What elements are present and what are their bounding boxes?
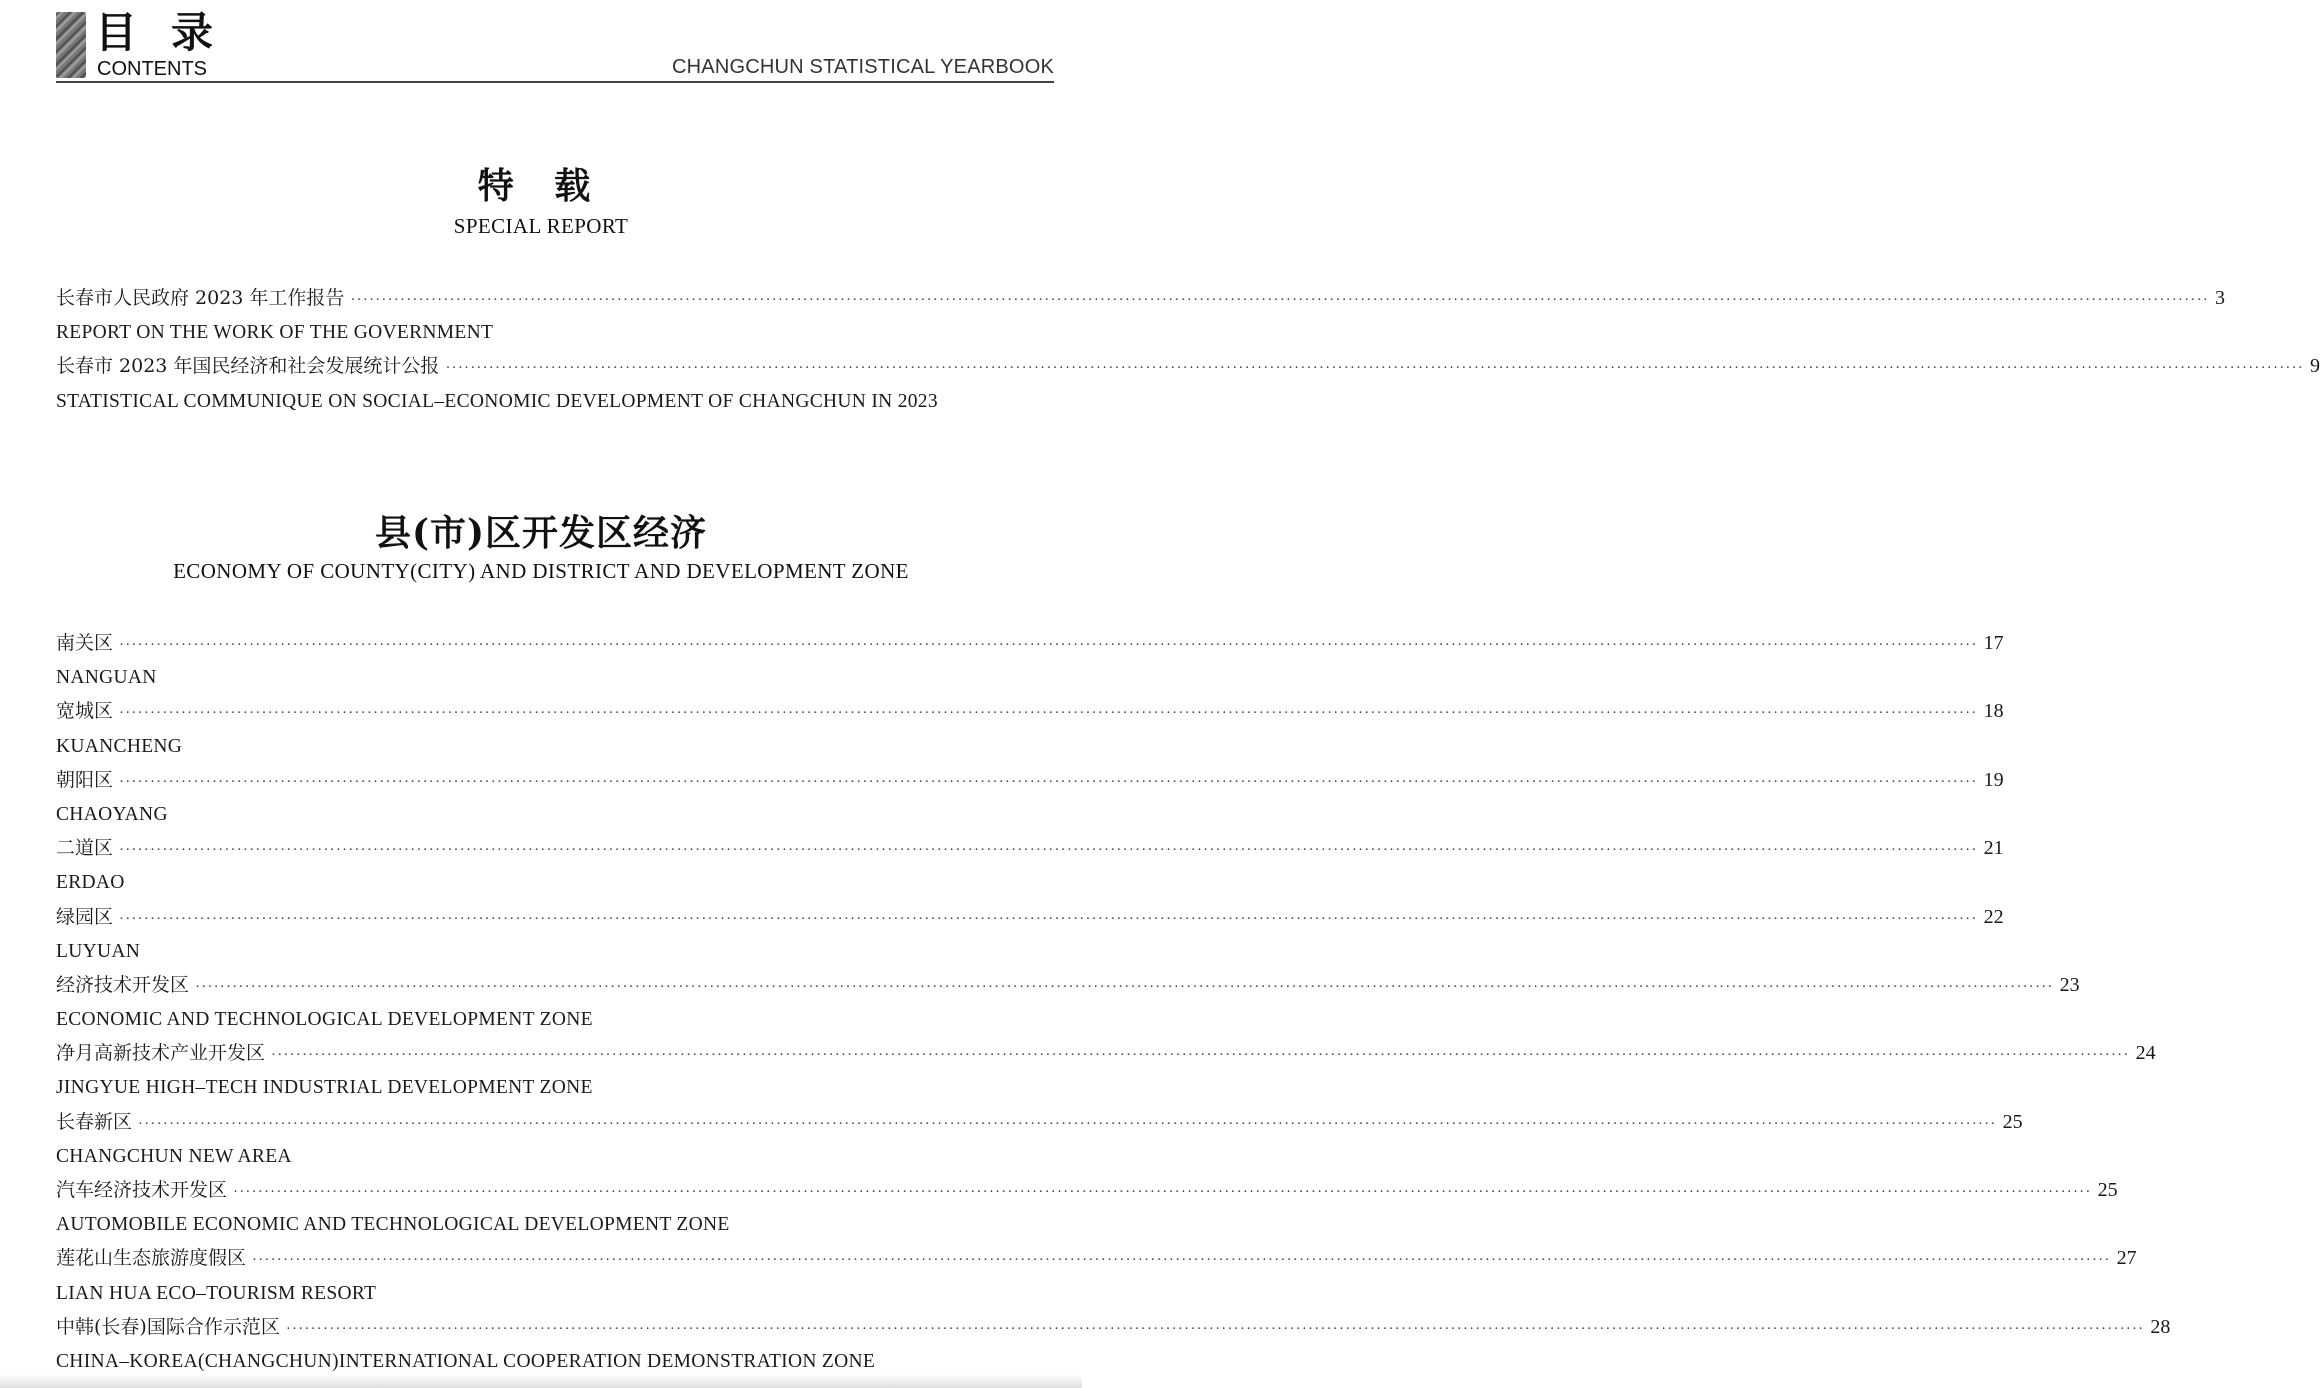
toc-entry-title-en: KUANCHENG bbox=[56, 735, 183, 757]
leader-dots: ············································································································································································································································································································ bbox=[445, 360, 2304, 377]
toc-entry-title-cn: 宽城区 bbox=[56, 700, 114, 723]
toc-list-special-report bbox=[56, 281, 2320, 418]
toc-entry-page: 27 bbox=[2116, 1247, 2137, 1270]
toc-entry-title-cn: 净月高新技术产业开发区 bbox=[56, 1042, 266, 1065]
toc-entry-title-cn: 二道区 bbox=[56, 837, 114, 860]
toc-entry-title-cn: 绿园区 bbox=[56, 905, 114, 928]
header-title-cn: 目录 bbox=[95, 8, 248, 57]
toc-entry-title-en: JINGYUE HIGH–TECH INDUSTRIAL DEVELOPMENT ZONE bbox=[56, 1077, 593, 1099]
toc-entry-page: 19 bbox=[1983, 768, 2004, 791]
header-divider bbox=[56, 81, 1054, 83]
page-header bbox=[0, 0, 1082, 84]
toc-entry-title-en: LUYUAN bbox=[56, 940, 141, 962]
toc-entry-page: 21 bbox=[1983, 837, 2004, 860]
toc-entry[interactable] bbox=[56, 281, 2225, 315]
leader-dots: ············································································································································································································································································································ bbox=[271, 1047, 2130, 1064]
toc-entry-page: 22 bbox=[1983, 905, 2004, 928]
toc-entry-page: 18 bbox=[1983, 700, 2004, 723]
toc-entry-title-en: CHINA–KOREA(CHANGCHUN)INTERNATIONAL COOPERATION DEMONSTRATION ZONE bbox=[56, 1350, 876, 1372]
toc-entry-title-en: CHANGCHUN NEW AREA bbox=[56, 1145, 292, 1167]
toc-entry[interactable] bbox=[56, 900, 2004, 934]
toc-entry-en bbox=[56, 865, 1053, 899]
toc-entry-title-en: NANGUAN bbox=[56, 667, 157, 689]
decorative-logo-icon bbox=[56, 12, 86, 78]
leader-dots: ············································································································································································································································································································ bbox=[285, 1320, 2145, 1337]
toc-entry-title-cn: 经济技术开发区 bbox=[56, 973, 190, 996]
toc-entry-title-en: STATISTICAL COMMUNIQUE ON SOCIAL–ECONOMIC DEVELOPMENT OF CHANGCHUN IN 2023 bbox=[56, 390, 938, 412]
toc-entry[interactable] bbox=[56, 968, 2080, 1002]
toc-entry[interactable] bbox=[56, 1241, 2137, 1275]
toc-entry-title-cn: 长春市人民政府 2023 年工作报告 bbox=[56, 287, 345, 309]
toc-entry-en bbox=[56, 1344, 1053, 1378]
toc-entry-en bbox=[56, 797, 1053, 831]
section-subtitle-special-report: SPECIAL REPORT bbox=[453, 214, 629, 238]
toc-entry[interactable] bbox=[56, 1036, 2156, 1070]
toc-entry-en bbox=[56, 384, 1053, 418]
toc-entry[interactable] bbox=[56, 626, 2004, 660]
leader-dots: ············································································································································································································································································································ bbox=[119, 842, 1978, 859]
book-title: CHANGCHUN STATISTICAL YEARBOOK bbox=[672, 56, 1054, 78]
toc-entry-title-en: REPORT ON THE WORK OF THE GOVERNMENT bbox=[56, 322, 494, 344]
toc-entry-page: 3 bbox=[2214, 287, 2225, 309]
toc-entry[interactable] bbox=[56, 694, 2004, 728]
toc-entry-page: 28 bbox=[2150, 1315, 2171, 1338]
toc-entry-title-cn: 长春新区 bbox=[56, 1110, 133, 1133]
leader-dots: ············································································································································································································································································································ bbox=[195, 978, 2054, 995]
toc-entry-title-cn: 莲花山生态旅游度假区 bbox=[56, 1247, 247, 1270]
toc-entry[interactable] bbox=[56, 349, 2320, 383]
toc-list-county-economy bbox=[56, 626, 2171, 1378]
toc-entry[interactable] bbox=[56, 831, 2004, 865]
toc-entry[interactable] bbox=[56, 1310, 2171, 1344]
toc-entry-title-en: AUTOMOBILE ECONOMIC AND TECHNOLOGICAL DEVELOPMENT ZONE bbox=[56, 1214, 730, 1236]
toc-entry-page: 23 bbox=[2059, 973, 2080, 996]
toc-entry-title-cn: 南关区 bbox=[56, 632, 114, 654]
leader-dots: ············································································································································································································································································································ bbox=[138, 1115, 1997, 1132]
section-title-county-economy: 县(市)区开发区经济 bbox=[374, 512, 708, 554]
toc-entry-en bbox=[56, 1070, 1053, 1104]
toc-entry-page: 24 bbox=[2135, 1042, 2156, 1065]
toc-entry-page: 25 bbox=[2002, 1110, 2023, 1133]
toc-entry-page: 9 bbox=[2309, 355, 2320, 378]
leader-dots: ············································································································································································································································································································ bbox=[119, 637, 1978, 653]
toc-entry-en bbox=[56, 934, 1053, 968]
header-title-en: CONTENTS bbox=[97, 58, 207, 80]
toc-entry-en bbox=[56, 1002, 1053, 1036]
leader-dots: ············································································································································································································································································································ bbox=[233, 1184, 2092, 1200]
section-subtitle-county-economy: ECONOMY OF COUNTY(CITY) AND DISTRICT AND DEVELOPMENT ZONE bbox=[173, 559, 909, 583]
toc-entry[interactable] bbox=[56, 763, 2004, 797]
toc-entry-en bbox=[56, 729, 1053, 763]
toc-entry-en bbox=[56, 1139, 1053, 1173]
toc-entry-page: 25 bbox=[2097, 1179, 2118, 1201]
toc-entry-en bbox=[56, 315, 1053, 349]
toc-entry-en bbox=[56, 660, 1053, 694]
section-title-special-report: 特 载 bbox=[477, 165, 605, 207]
toc-entry[interactable] bbox=[56, 1105, 2023, 1139]
leader-dots: ············································································································································································································································································································ bbox=[252, 1252, 2111, 1269]
toc-entry-title-cn: 朝阳区 bbox=[56, 768, 114, 791]
toc-entry-en bbox=[56, 1276, 1053, 1310]
toc-entry-page: 17 bbox=[1983, 632, 2004, 654]
page-bottom-shadow bbox=[0, 1374, 1082, 1388]
toc-entry-title-en: LIAN HUA ECO–TOURISM RESORT bbox=[56, 1282, 377, 1304]
leader-dots: ············································································································································································································································································································ bbox=[119, 910, 1978, 927]
toc-entry-title-en: ECONOMIC AND TECHNOLOGICAL DEVELOPMENT ZONE bbox=[56, 1009, 593, 1031]
leader-dots: ············································································································································································································································································································ bbox=[119, 705, 1978, 722]
toc-entry[interactable] bbox=[56, 1173, 2118, 1207]
toc-entry-title-cn: 长春市 2023 年国民经济和社会发展统计公报 bbox=[56, 355, 440, 378]
toc-entry-title-cn: 中韩(长春)国际合作示范区 bbox=[56, 1315, 280, 1338]
leader-dots: ············································································································································································································································································································ bbox=[350, 292, 2209, 308]
toc-entry-title-cn: 汽车经济技术开发区 bbox=[56, 1179, 228, 1201]
leader-dots: ············································································································································································································································································································ bbox=[119, 773, 1978, 790]
toc-entry-title-en: ERDAO bbox=[56, 872, 125, 894]
toc-entry-title-en: CHAOYANG bbox=[56, 803, 168, 825]
toc-entry-en bbox=[56, 1207, 1053, 1241]
